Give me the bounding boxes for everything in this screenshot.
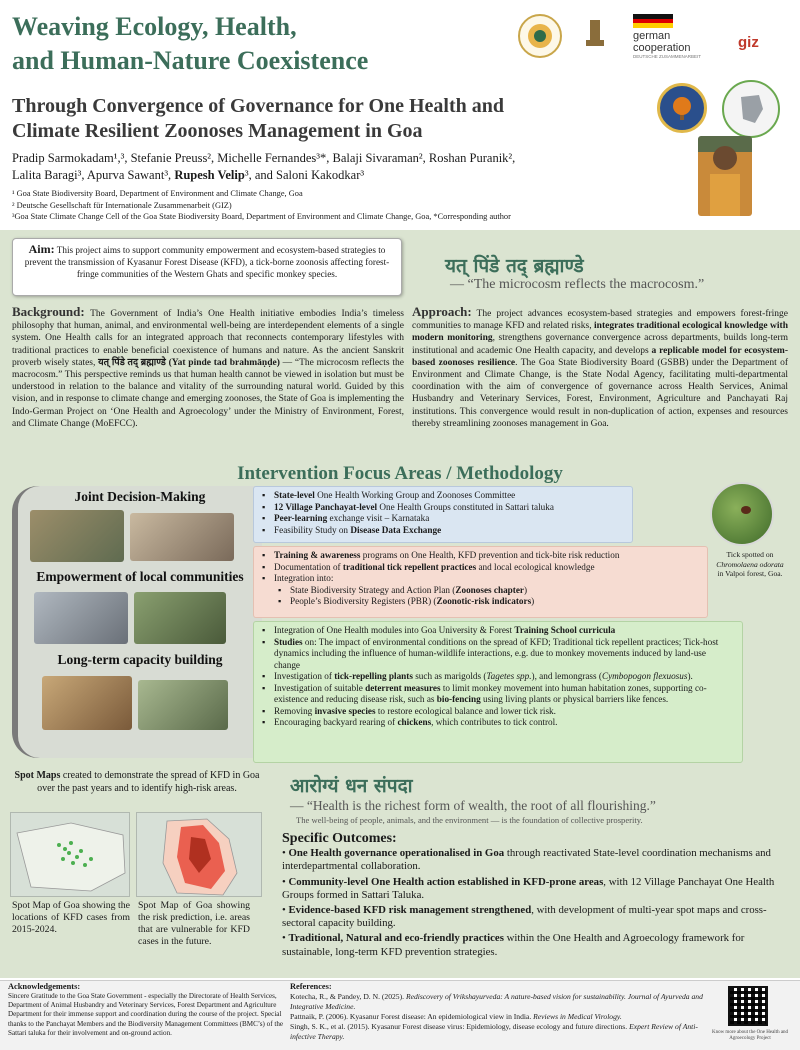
biodiversity-board-logo: [657, 83, 707, 133]
list-item: ▪ Encouraging backyard rearing of chickens, which contributes to tick control.: [262, 717, 734, 729]
spot-maps-intro: Spot Maps created to demonstrate the spread of KFD in Goa over the past years and to identify high-risk areas.: [14, 770, 260, 794]
tick-caption: Tick spotted on Chromolaena odorata in Valpoi forest, Goa.: [716, 550, 784, 578]
goa-map-icon: [733, 91, 769, 127]
poster-subtitle: Through Convergence of Governance for One Health and Climate Resilient Zoonoses Management in Goa: [12, 95, 505, 142]
author-list: Pradip Sarmokadam¹,³, Stefanie Preuss², Michelle Fernandes³*, Balaji Sivaraman², Roshan Puranik², Lalita Baragi³, Apurva Sawant³, Rupesh Velip³, and Saloni Kakodkar³: [12, 151, 516, 182]
motto-1-quote: — “The microcosm reflects the macrocosm.”: [450, 277, 705, 292]
qr-caption: Know more about the One Health and Agroecology Project: [711, 1030, 789, 1041]
list-item: ▪ Removing invasive species to restore ecological balance and lower tick risk.: [262, 706, 734, 718]
intervention-title: Intervention Focus Areas / Methodology: [237, 463, 563, 484]
acknowledgements: Acknowledgements: Sincere Gratitude to the Goa State Government - especially the Directorate of Health Services, Department of Animal Husbandry and Veterinary Services, Forest Department and Agriculture Department for their immense support and coordination during the course of the project. Special thanks to the Panchayat Members and the Biodiversity Management Committees (BMC’s) of the Sattari taluka for their involvement and on-ground action.: [8, 982, 284, 1037]
list-item: ▪ Integration of One Health modules into Goa University & Forest Training School curricula: [262, 625, 734, 637]
area-joint-decision: Joint Decision-Making: [74, 489, 206, 504]
photo-workshop-2: [138, 680, 228, 730]
references: References: Kotecha, R., & Pandey, D. N. (2025). Rediscovery of Vrikshayurveda: A nature-based vision for sustainability. Journal of Ayurveda and Integrative Medicine. Pattnaik, P. (2006). Kyasanur Forest disease: An epidemiological view in India. Reviews in Medical Virology. Singh, S. K., et al. (2015). Kyasanur Forest disease virus: Epidemiology, disease ecology and future directions. Expert Review of Anti-infective Therapy.: [290, 982, 703, 1041]
list-item: ▪ Training & awareness programs on One Health, KFD prevention and tick-bite risk reduction: [262, 550, 699, 562]
poster-title: Weaving Ecology, Health, and Human-Nature Coexistence: [12, 12, 369, 75]
ashoka-emblem-icon: [582, 16, 608, 52]
german-cooperation-logo: german cooperation DEUTSCHE ZUSAMMENARBEIT: [633, 14, 719, 64]
list-item: ▪ Integration into:: [262, 573, 699, 585]
list-item: ▪ 12 Village Panchayat-level One Health Groups constituted in Sattari taluka: [262, 502, 624, 514]
list-item: ▪ People’s Biodiversity Registers (PBR) (Zoonotic-risk indicators): [262, 596, 699, 608]
photo-workshop-1: [42, 676, 132, 730]
ministry-emblem-icon: [525, 21, 555, 51]
list-item: ▪ Documentation of traditional tick repellent practices and local ecological knowledge: [262, 562, 699, 574]
list-item: • Traditional, Natural and eco-friendly practices within the One Health and Agroecology framework for sustainable, long-term KFD prevention strategies.: [282, 932, 745, 958]
spot-map-risk-caption: Spot Map of Goa showing the risk prediction, i.e. areas that are vulnerable for KFD cases in the future.: [138, 900, 250, 947]
list-item: ▪ State-level One Health Working Group and Zoonoses Committee: [262, 490, 624, 502]
tick-photo: [710, 482, 774, 546]
project-qr-code[interactable]: [728, 986, 768, 1026]
spot-map-cases: [10, 812, 130, 897]
area-empowerment: Empowerment of local communities: [36, 569, 244, 584]
ministry-logo: [518, 14, 562, 58]
affiliations: ¹ Goa State Biodiversity Board, Department of Environment and Climate Change, Goa ² Deutsche Gesellschaft für Internationale Zusammenarbeit (GIZ) ³Goa State Climate Change Cell of the Goa State Biodiversity Board, Department of Environment and Climate Change, Goa, *Corresponding author: [12, 189, 511, 221]
spot-map-risk: [136, 812, 262, 897]
area-capacity-building: Long-term capacity building: [57, 652, 223, 667]
list-item: • Evidence-based KFD risk management strengthened, with development of multi-year spot maps and cross-sectoral capacity building.: [282, 904, 767, 930]
motto-2-subtext: The well-being of people, animals, and the environment — is the foundation of collective prosperity.: [296, 815, 643, 825]
german-flag-icon: [633, 14, 673, 28]
list-item: • One Health governance operationalised in Goa through reactivated State-level coordination mechanisms and interdepartmental collaboration.: [282, 847, 771, 873]
capacity-panel: [253, 621, 743, 763]
list-item: • Community-level One Health action established in KFD-prone areas, with 12 Village Panchayat One Health Groups formed in Sattari Taluka.: [282, 875, 775, 901]
approach-section: Approach: The project advances ecosystem-based strategies and empowers forest-fringe communities to manage KFD and related risks, integrates traditional ecological knowledge with modern monitoring, strengthens governance convergence across departments, builds long-term institutional and academic One Health capacity, and develops a replicable model for ecosystem-based zoonoses resilience. The Goa State Biodiversity Board (GSBB) under the Department of Environment and Climate Change, is the State Nodal Agency, facilitating multi-departmental coordination with the aim of convergence of governance across Health Services, Animal Husbandry and Veterinary Services, Forest, Environment, Agriculture and Panchayati Raj institutions. This convergence would result in non-duplication of action, expenses and resources thereby streamlining zoonoses management in Goa.: [412, 304, 789, 429]
list-item: ▪ State Biodiversity Strategy and Action Plan (Zoonoses chapter): [262, 585, 699, 597]
sanskrit-motto-1: यत् पिंडे तद् ब्रह्माण्डे: [445, 255, 584, 277]
photo-training-1: [34, 592, 128, 644]
list-item: ▪ Peer-learning exchange visit – Karnataka: [262, 513, 624, 525]
empowerment-panel: [253, 546, 708, 618]
spot-map-cases-caption: Spot Map of Goa showing the locations of KFD cases from 2015-2024.: [12, 900, 130, 935]
outcomes-section: Specific Outcomes: • One Health governance operationalised in Goa through reactivated State-level coordination mechanisms and interdepartmental collaboration. • Community-level One Health action established in KFD-prone areas, with 12 Village Panchayat One Health Groups formed in Sattari Taluka. • Evidence-based KFD risk management strengthened, with development of multi-year spot maps and cross-sectoral capacity building. • Traditional, Natural and eco-friendly practices within the One Health and Agroecology framework for sustainable, long-term KFD prevention strategies.: [282, 832, 792, 961]
giz-logo: giz: [738, 34, 759, 51]
motto-2-quote: — “Health is the richest form of wealth, the root of all flourishing.”: [290, 798, 656, 813]
goa-risk-map-icon: [137, 813, 263, 898]
list-item: ▪ Investigation of suitable deterrent measures to limit monkey movement into human habitation zones, supporting co-existence and reducing disease risk, such as bio-fencing using living plants or physical barriers like fences.: [262, 683, 734, 706]
list-item: ▪ Studies on: The impact of environmental conditions on the spread of KFD; Traditional tick repellent practices; Tick-host dynamics including the influence of human-wildlife interactions, e.g. due to monkey movements induced by land-use change: [262, 637, 734, 672]
photo-training-2: [134, 592, 226, 644]
sanskrit-motto-2: आरोग्यं धन संपदा: [290, 775, 413, 797]
background-section: Background: The Government of India’s One Health initiative embodies India’s timeless philosophy that human, animal, and environmental well-being are interdependent elements of a single system. One Health calls for an integrated approach that reconnects contemporary lifestyles with traditional practices to enable beneficial coexistence of humans and nature. As the ancient Sanskrit proverb wisely states, यत् पिंडे तद् ब्रह्माण्डे (Yat pinde tad brahmāṇḍe) — “The microcosm reflects the macrocosm.” This perspective reminds us that human health cannot be viewed in isolation but must be understood in relation to the balance and vitality of the surrounding natural world. Guided by this vision, and in response to climate change and emerging zoonoses, the State of Goa is implementing the Indo-German Project on ‘One Health and Agroecology’ under the Ministry of Environment, Forest, and Climate Change (MoEFCC).: [12, 304, 404, 429]
photo-meeting-2: [130, 513, 234, 561]
tree-icon: [668, 94, 696, 122]
joint-decision-panel: [253, 486, 633, 543]
goa-case-map-icon: [11, 813, 131, 898]
aim-box: Aim: This project aims to support community empowerment and ecosystem-based strategies to prevent the transmission of Kyasanur Forest Disease (KFD), a tick-borne zoonosis affecting forest-fringe communities of the Western Ghats and specific monkey species.: [12, 238, 402, 296]
list-item: ▪ Feasibility Study on Disease Data Exchange: [262, 525, 624, 537]
photo-meeting-1: [30, 510, 124, 562]
tick-icon: [712, 484, 772, 544]
state-emblem-logo: [580, 14, 610, 54]
climate-cell-logo: [722, 80, 780, 138]
list-item: ▪ Investigation of tick-repelling plants such as marigolds (Tagetes spp.), and lemongrass (Cymbopogon flexuosus).: [262, 671, 734, 683]
